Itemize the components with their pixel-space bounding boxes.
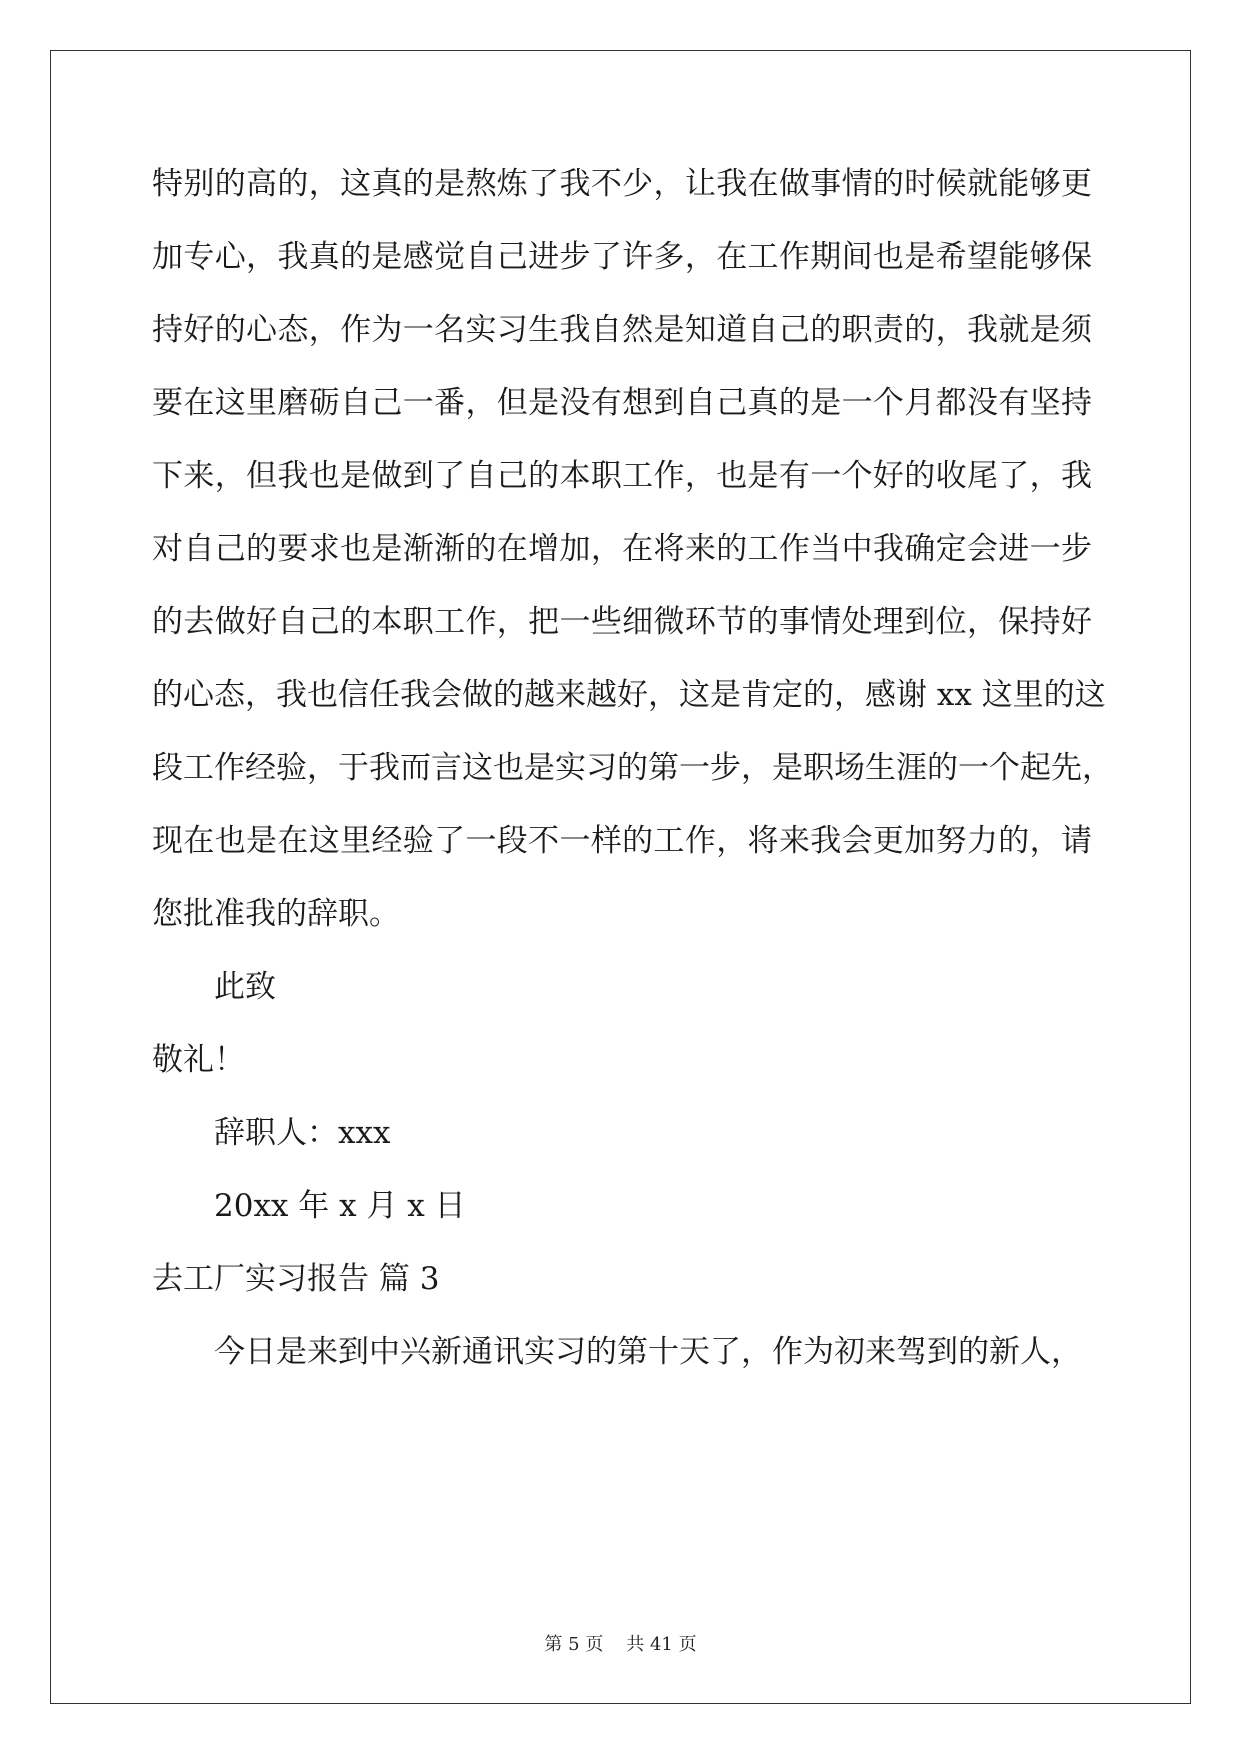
page-footer (0, 1630, 1241, 1656)
body-line-4: 要在这里磨砺自己一番，但是没有想到自己真的是一个月都没有坚持 (152, 385, 1092, 421)
body-line-5: 下来，但我也是做到了自己的本职工作，也是有一个好的收尾了，我 (152, 458, 1092, 494)
salute-text: 敬礼！ (152, 1042, 245, 1078)
page-number: 第 5 页 (544, 1634, 604, 1655)
body-line-1: 特别的高的，这真的是熬炼了我不少，让我在做事情的时候就能够更 (152, 166, 1092, 202)
section-title: 去工厂实习报告 篇 3 (152, 1261, 440, 1297)
page-frame (50, 50, 1191, 1704)
body-line-8: 的心态，我也信任我会做的越来越好，这是肯定的，感谢 xx 这里的这 (152, 677, 1106, 713)
body-line-2: 加专心，我真的是感觉自己进步了许多，在工作期间也是希望能够保 (152, 239, 1092, 275)
body-line-10: 现在也是在这里经验了一段不一样的工作，将来我会更加努力的，请 (152, 823, 1092, 859)
date-text: 20xx 年 x 月 x 日 (214, 1188, 466, 1224)
signer-text: 辞职人：xxx (214, 1115, 391, 1151)
body-line-3: 持好的心态，作为一名实习生我自然是知道自己的职责的，我就是须 (152, 312, 1092, 348)
body-line-6: 对自己的要求也是渐渐的在增加，在将来的工作当中我确定会进一步 (152, 531, 1092, 567)
closing-text: 此致 (214, 969, 276, 1005)
page-total: 共 41 页 (626, 1634, 697, 1655)
body-line-7: 的去做好自己的本职工作，把一些细微环节的事情处理到位，保持好 (152, 604, 1092, 640)
next-paragraph-line: 今日是来到中兴新通讯实习的第十天了，作为初来驾到的新人， (214, 1334, 1082, 1370)
body-line-9: 段工作经验，于我而言这也是实习的第一步，是职场生涯的一个起先， (152, 750, 1113, 786)
body-line-11: 您批准我的辞职。 (152, 896, 400, 932)
